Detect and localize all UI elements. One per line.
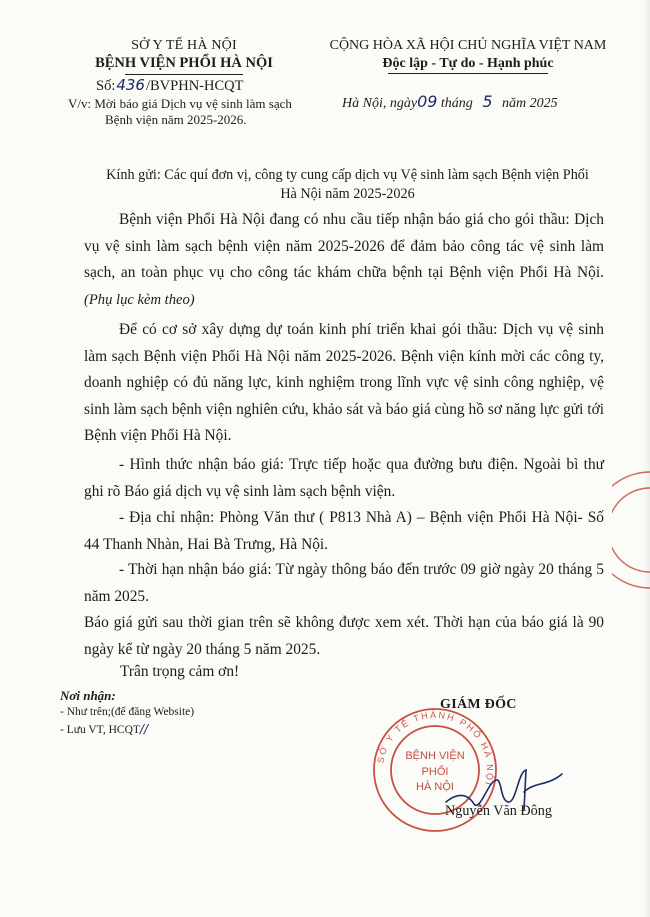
paragraph-invitation: Để có cơ sở xây dựng dự toán kinh phí triển khai gói thầu: Dịch vụ vệ sinh làm sạch Bệnh viện Phổi Hà Nội năm 2025-2026. Bệnh viện kính mời các công ty, doanh nghiệp có đủ năng lực, kinh nghiệm trong lĩnh vực vệ sinh công nghiệp, vệ sinh làm sạch bệnh viện nghiên cứu, khảo sát và báo giá cùng hồ sơ năng lực gửi tới Bệnh viện Phổi Hà Nội. — [84, 321, 604, 444]
document-date — [342, 92, 558, 112]
national-motto: Độc lập - Tự do - Hạnh phúc — [382, 56, 554, 71]
seal-inner-line-2: PHỔI — [421, 766, 449, 778]
document-number-handwritten: 436 — [116, 76, 145, 94]
header-left — [68, 38, 300, 75]
document-number-prefix: Số: — [96, 78, 116, 94]
date-month-handwritten: 5 — [482, 92, 493, 111]
seal-inner-line-3: HÀ NỘI — [416, 781, 454, 793]
closing-thanks: Trân trọng cảm ơn! — [120, 663, 240, 680]
signer-title: GIÁM ĐỐC — [440, 697, 517, 712]
date-year: năm 2025 — [502, 96, 558, 111]
document-number-suffix: /BVPHN-HCQT — [145, 78, 244, 94]
date-day-handwritten: 09 — [417, 92, 438, 111]
initials-mark: // — [139, 722, 149, 736]
paragraph-request-text: Bệnh viện Phổi Hà Nội đang có nhu cầu tiếp nhận báo giá cho gói thầu: Dịch vụ vệ sinh làm sạch bệnh viện năm 2025-2026 để đảm bảo công tác vệ sinh làm sạch, an toàn phục vụ cho công tác khám chữa bệnh tại Bệnh viện Phổi Hà Nội. — [84, 211, 604, 281]
paragraph-address: - Địa chỉ nhận: Phòng Văn thư ( P813 Nhà A) – Bệnh viện Phổi Hà Nội- Số 44 Thanh Nhàn, Hai Bà Trưng, Hà Nội. — [84, 509, 604, 553]
document-number — [96, 76, 243, 95]
country-name: CỘNG HÒA XÃ HỘI CHỦ NGHĨA VIỆT NAM — [329, 38, 607, 53]
paragraph-request — [84, 207, 604, 313]
distribution-list — [60, 688, 290, 739]
header-left-underline — [125, 74, 243, 75]
subject-line-1: V/v: Mời báo giá Dịch vụ vệ sinh làm sạch — [68, 96, 292, 111]
seal-outer-text: SỞ Y TẾ THÀNH PHỐ HÀ NỘI — [375, 709, 496, 789]
distribution-item-2 — [60, 721, 290, 739]
recipient-line-1: Kính gửi: Các quí đơn vị, công ty cung cấp dịch vụ Vệ sinh làm sạch Bệnh viện Phổi — [106, 167, 589, 183]
motto-underline — [388, 73, 548, 74]
page-edge — [643, 0, 650, 917]
appendix-note: (Phụ lục kèm theo) — [84, 291, 195, 308]
distribution-title: Nơi nhận: — [60, 688, 116, 703]
ministry-name: SỞ Y TẾ HÀ NỘI — [131, 38, 237, 53]
header-right — [296, 38, 640, 74]
paragraph-submission-method: - Hình thức nhận báo giá: Trực tiếp hoặc qua đường bưu điện. Ngoài bì thư ghi rõ Báo giá dịch vụ vệ sinh làm sạch bệnh viện. — [84, 456, 604, 500]
date-prefix: Hà Nội, ngày — [342, 96, 418, 111]
hospital-name: BỆNH VIỆN PHỔI HÀ NỘI — [95, 55, 273, 71]
recipient-line-2: Hà Nội năm 2025-2026 — [280, 186, 415, 202]
subject-line-2: Bệnh viện năm 2025-2026. — [105, 112, 247, 127]
seal-inner-line-1: BỆNH VIỆN — [405, 750, 465, 762]
date-month-label: tháng — [440, 96, 473, 111]
distribution-item-2-text: - Lưu VT, HCQT — [60, 724, 140, 736]
paragraph-deadline: - Thời hạn nhận báo giá: Từ ngày thông báo đến trước 09 giờ ngày 20 tháng 5 năm 2025. — [84, 561, 604, 605]
distribution-item-1: - Như trên;(để đăng Website) — [60, 706, 195, 718]
recipient-block — [90, 166, 605, 204]
signer-name: Nguyễn Văn Đông — [445, 803, 552, 819]
paragraph-validity: Báo giá gửi sau thời gian trên sẽ không được xem xét. Thời hạn của báo giá là 90 ngày kể từ ngày 20 tháng 5 năm 2025. — [84, 614, 604, 658]
